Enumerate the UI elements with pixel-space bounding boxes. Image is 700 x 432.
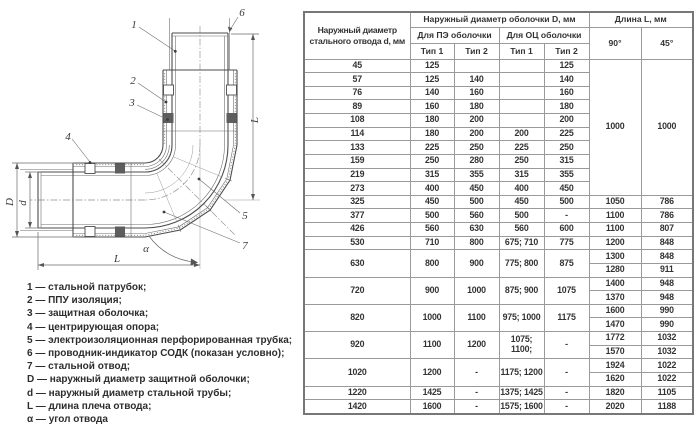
dimension-d xyxy=(17,172,41,228)
table-cell: 108 xyxy=(304,114,410,128)
table-cell: 500 xyxy=(544,195,589,209)
table-cell: 1022 xyxy=(641,372,693,386)
table-cell: 820 xyxy=(304,304,410,331)
table-row xyxy=(304,386,693,400)
table-cell xyxy=(499,86,544,100)
table-cell: - xyxy=(544,386,589,400)
table-cell: 400 xyxy=(410,182,454,196)
legend-item: d — наружный диаметр стальной трубы; xyxy=(27,387,232,399)
table-cell: 45 xyxy=(304,59,410,73)
table-cell: 875; 900 xyxy=(499,277,544,304)
table-cell: 990 xyxy=(641,304,693,318)
legend-item: 5 — электроизоляционная перфорированная трубка; xyxy=(27,334,293,346)
table-cell: 200 xyxy=(454,114,499,128)
legend-item: L — длина плеча отвода; xyxy=(27,400,152,412)
table-cell: 160 xyxy=(410,100,454,114)
table-cell: - xyxy=(454,359,499,386)
table-body xyxy=(304,59,693,414)
legend-item: 7 — стальной отвод; xyxy=(27,361,131,373)
table-cell: 807 xyxy=(641,223,693,237)
table-cell: 1000 xyxy=(641,59,693,195)
table-cell xyxy=(454,59,499,73)
table-cell: 160 xyxy=(454,86,499,100)
legend-item: 3 — защитная оболочка; xyxy=(27,308,149,320)
header-90deg: 90° xyxy=(589,27,641,59)
table-cell: 1600 xyxy=(589,304,641,318)
table-cell xyxy=(499,100,544,114)
table-cell: 1200 xyxy=(454,332,499,359)
callout-6 xyxy=(228,7,245,32)
table-cell: 600 xyxy=(544,223,589,237)
table-cell: 250 xyxy=(544,141,589,155)
dim-D-label: D xyxy=(4,198,16,206)
table-cell: 800 xyxy=(410,250,454,277)
table-cell: 125 xyxy=(544,59,589,73)
table-cell: 1020 xyxy=(304,359,410,386)
callout-1-label: 1 xyxy=(131,19,137,31)
table-cell: 225 xyxy=(410,141,454,155)
header-pe-shell: Для ПЭ оболочки xyxy=(410,27,499,43)
callout-5-label: 5 xyxy=(242,210,248,222)
table-cell: - xyxy=(454,400,499,414)
table-cell: 200 xyxy=(499,127,544,141)
table-cell: 1200 xyxy=(410,359,454,386)
table-cell: 315 xyxy=(499,168,544,182)
table-cell: 560 xyxy=(499,223,544,237)
table-cell: 1400 xyxy=(589,277,641,291)
table-cell: 1175; 1200 xyxy=(499,359,544,386)
table-cell: - xyxy=(544,332,589,359)
table-cell: 786 xyxy=(641,195,693,209)
table-cell: - xyxy=(544,359,589,386)
callout-6-label: 6 xyxy=(239,7,245,19)
dimension-L-bottom xyxy=(38,232,200,270)
table-cell: 1620 xyxy=(589,372,641,386)
table-cell: 140 xyxy=(410,86,454,100)
table-cell: 225 xyxy=(544,127,589,141)
legend-item: α — угол отвода xyxy=(27,414,108,426)
table-cell: 133 xyxy=(304,141,410,155)
table-cell: 990 xyxy=(641,318,693,332)
dimensions-table xyxy=(303,11,694,415)
table-cell: 219 xyxy=(304,168,410,182)
table-cell: 180 xyxy=(410,127,454,141)
callout-2 xyxy=(130,75,167,103)
table-cell: 450 xyxy=(410,195,454,209)
table-cell: 875 xyxy=(544,250,589,277)
legend-item: 1 — стальной патрубок; xyxy=(27,282,147,293)
table-cell: 675; 710 xyxy=(499,236,544,250)
table-cell: 720 xyxy=(304,277,410,304)
header-shell-diameter: Наружный диаметр оболочки D, мм xyxy=(410,12,589,27)
table-cell: 1022 xyxy=(641,359,693,373)
table-cell: 140 xyxy=(454,73,499,87)
dim-L-bottom-label: L xyxy=(113,253,121,265)
table-cell: 355 xyxy=(544,168,589,182)
table-cell: 125 xyxy=(410,59,454,73)
table-cell: 1000 xyxy=(454,277,499,304)
table-cell: 250 xyxy=(454,141,499,155)
table-cell: 710 xyxy=(410,236,454,250)
table-row xyxy=(304,59,693,73)
table-row xyxy=(304,400,693,414)
table-cell: 530 xyxy=(304,236,410,250)
header-oc-shell: Для ОЦ оболочки xyxy=(499,27,589,43)
table-row xyxy=(304,332,693,346)
table-cell: 114 xyxy=(304,127,410,141)
table-cell: 89 xyxy=(304,100,410,114)
dimension-alpha xyxy=(143,236,198,266)
legend-item: 2 — ППУ изоляция; xyxy=(27,295,122,307)
table-cell xyxy=(499,73,544,87)
spec-table-panel xyxy=(303,11,692,415)
table-cell: 450 xyxy=(544,182,589,196)
table-cell: 848 xyxy=(641,236,693,250)
table-cell: 1420 xyxy=(304,400,410,414)
legend-item: 4 — центрирующая опора; xyxy=(27,321,160,333)
table-cell: 1175 xyxy=(544,304,589,331)
table-cell: 1772 xyxy=(589,332,641,346)
table-cell: 1075 xyxy=(544,277,589,304)
table-cell: 948 xyxy=(641,291,693,305)
table-cell: 180 xyxy=(454,100,499,114)
table-cell: 1000 xyxy=(589,59,641,195)
header-steel-diameter: Наружный диаметр стального отвода d, мм xyxy=(304,12,410,59)
table-cell: 57 xyxy=(304,73,410,87)
table-cell: 76 xyxy=(304,86,410,100)
table-cell: 450 xyxy=(499,195,544,209)
table-cell: 1050 xyxy=(589,195,641,209)
table-cell: 1100 xyxy=(589,209,641,223)
table-cell: 1375; 1425 xyxy=(499,386,544,400)
table-cell: 377 xyxy=(304,209,410,223)
table-cell: 325 xyxy=(304,195,410,209)
callout-7-label: 7 xyxy=(242,240,248,252)
table-cell: 1280 xyxy=(589,263,641,277)
dim-d-label: d xyxy=(17,200,29,206)
table-cell: 948 xyxy=(641,277,693,291)
table-cell: 1075; 1100; xyxy=(499,332,544,359)
table-cell: 500 xyxy=(454,195,499,209)
centerlines xyxy=(30,26,260,269)
table-row xyxy=(304,195,693,209)
table-cell: 1200 xyxy=(589,236,641,250)
table-cell: 200 xyxy=(544,114,589,128)
table-cell: 1300 xyxy=(589,250,641,264)
legend xyxy=(27,281,305,426)
table-cell: - xyxy=(544,209,589,223)
table-cell: 500 xyxy=(499,209,544,223)
table-cell: 180 xyxy=(544,100,589,114)
table-cell: 180 xyxy=(410,114,454,128)
table-cell: 1575; 1600 xyxy=(499,400,544,414)
elbow-diagram xyxy=(0,0,302,278)
table-cell: 1924 xyxy=(589,359,641,373)
table-cell: 500 xyxy=(410,209,454,223)
table-cell: 200 xyxy=(454,127,499,141)
table-cell: 848 xyxy=(641,250,693,264)
table-cell: 159 xyxy=(304,154,410,168)
legend-item: D — наружный диаметр защитной оболочки; xyxy=(27,374,250,386)
dim-L-right-label: L xyxy=(249,116,261,124)
table-row xyxy=(304,250,693,264)
table-cell: 800 xyxy=(454,236,499,250)
callout-3-label: 3 xyxy=(129,97,135,109)
table-cell xyxy=(499,59,544,73)
table-cell: 1000 xyxy=(410,304,454,331)
header-pe-type2: Тип 2 xyxy=(454,43,499,59)
header-pe-type1: Тип 1 xyxy=(410,43,454,59)
table-cell: 1032 xyxy=(641,345,693,359)
table-cell: 630 xyxy=(454,223,499,237)
table-cell: 450 xyxy=(454,182,499,196)
table-cell: 125 xyxy=(410,73,454,87)
table-cell: 775; 800 xyxy=(499,250,544,277)
table-cell: 900 xyxy=(454,250,499,277)
table-cell: 1370 xyxy=(589,291,641,305)
table-cell: 250 xyxy=(499,154,544,168)
callout-1 xyxy=(131,19,176,53)
table-cell: 1032 xyxy=(641,332,693,346)
table-cell: 560 xyxy=(454,209,499,223)
table-cell: 250 xyxy=(410,154,454,168)
dim-alpha-label: α xyxy=(143,243,149,255)
table-cell: 786 xyxy=(641,209,693,223)
table-cell: 426 xyxy=(304,223,410,237)
header-45deg: 45° xyxy=(641,27,693,59)
table-cell: 273 xyxy=(304,182,410,196)
table-cell: 315 xyxy=(410,168,454,182)
table-cell: - xyxy=(454,386,499,400)
table-cell: 630 xyxy=(304,250,410,277)
table-cell: 400 xyxy=(499,182,544,196)
table-cell: 1100 xyxy=(410,332,454,359)
table-cell: 911 xyxy=(641,263,693,277)
table-header xyxy=(304,12,693,59)
header-oc-type2: Тип 2 xyxy=(544,43,589,59)
table-cell: 1100 xyxy=(454,304,499,331)
table-cell: 1100 xyxy=(589,223,641,237)
table-cell: 975; 1000 xyxy=(499,304,544,331)
table-cell: 1470 xyxy=(589,318,641,332)
table-cell: 160 xyxy=(544,86,589,100)
table-cell: 1220 xyxy=(304,386,410,400)
table-cell: 2020 xyxy=(589,400,641,414)
table-cell xyxy=(499,114,544,128)
table-row xyxy=(304,236,693,250)
table-cell: 1570 xyxy=(589,345,641,359)
header-length: Длина L, мм xyxy=(589,12,693,27)
table-row xyxy=(304,304,693,318)
table-cell: 225 xyxy=(499,141,544,155)
table-cell: 1188 xyxy=(641,400,693,414)
table-cell: - xyxy=(544,400,589,414)
table-cell: 280 xyxy=(454,154,499,168)
table-row xyxy=(304,277,693,291)
table-cell: 900 xyxy=(410,277,454,304)
table-cell: 1600 xyxy=(410,400,454,414)
callout-2-label: 2 xyxy=(130,75,136,87)
table-cell: 560 xyxy=(410,223,454,237)
table-cell: 920 xyxy=(304,332,410,359)
header-oc-type1: Тип 1 xyxy=(499,43,544,59)
table-cell: 355 xyxy=(454,168,499,182)
table-cell: 775 xyxy=(544,236,589,250)
callout-4-label: 4 xyxy=(65,131,71,143)
table-cell: 140 xyxy=(544,73,589,87)
legend-item: 6 — проводник-индикатор СОДК (показан условно); xyxy=(27,348,285,360)
callout-4 xyxy=(65,131,91,164)
table-cell: 1105 xyxy=(641,386,693,400)
table-row xyxy=(304,359,693,373)
table-cell: 1820 xyxy=(589,386,641,400)
table-cell: 1425 xyxy=(410,386,454,400)
table-row xyxy=(304,223,693,237)
table-row xyxy=(304,209,693,223)
table-cell: 315 xyxy=(544,154,589,168)
